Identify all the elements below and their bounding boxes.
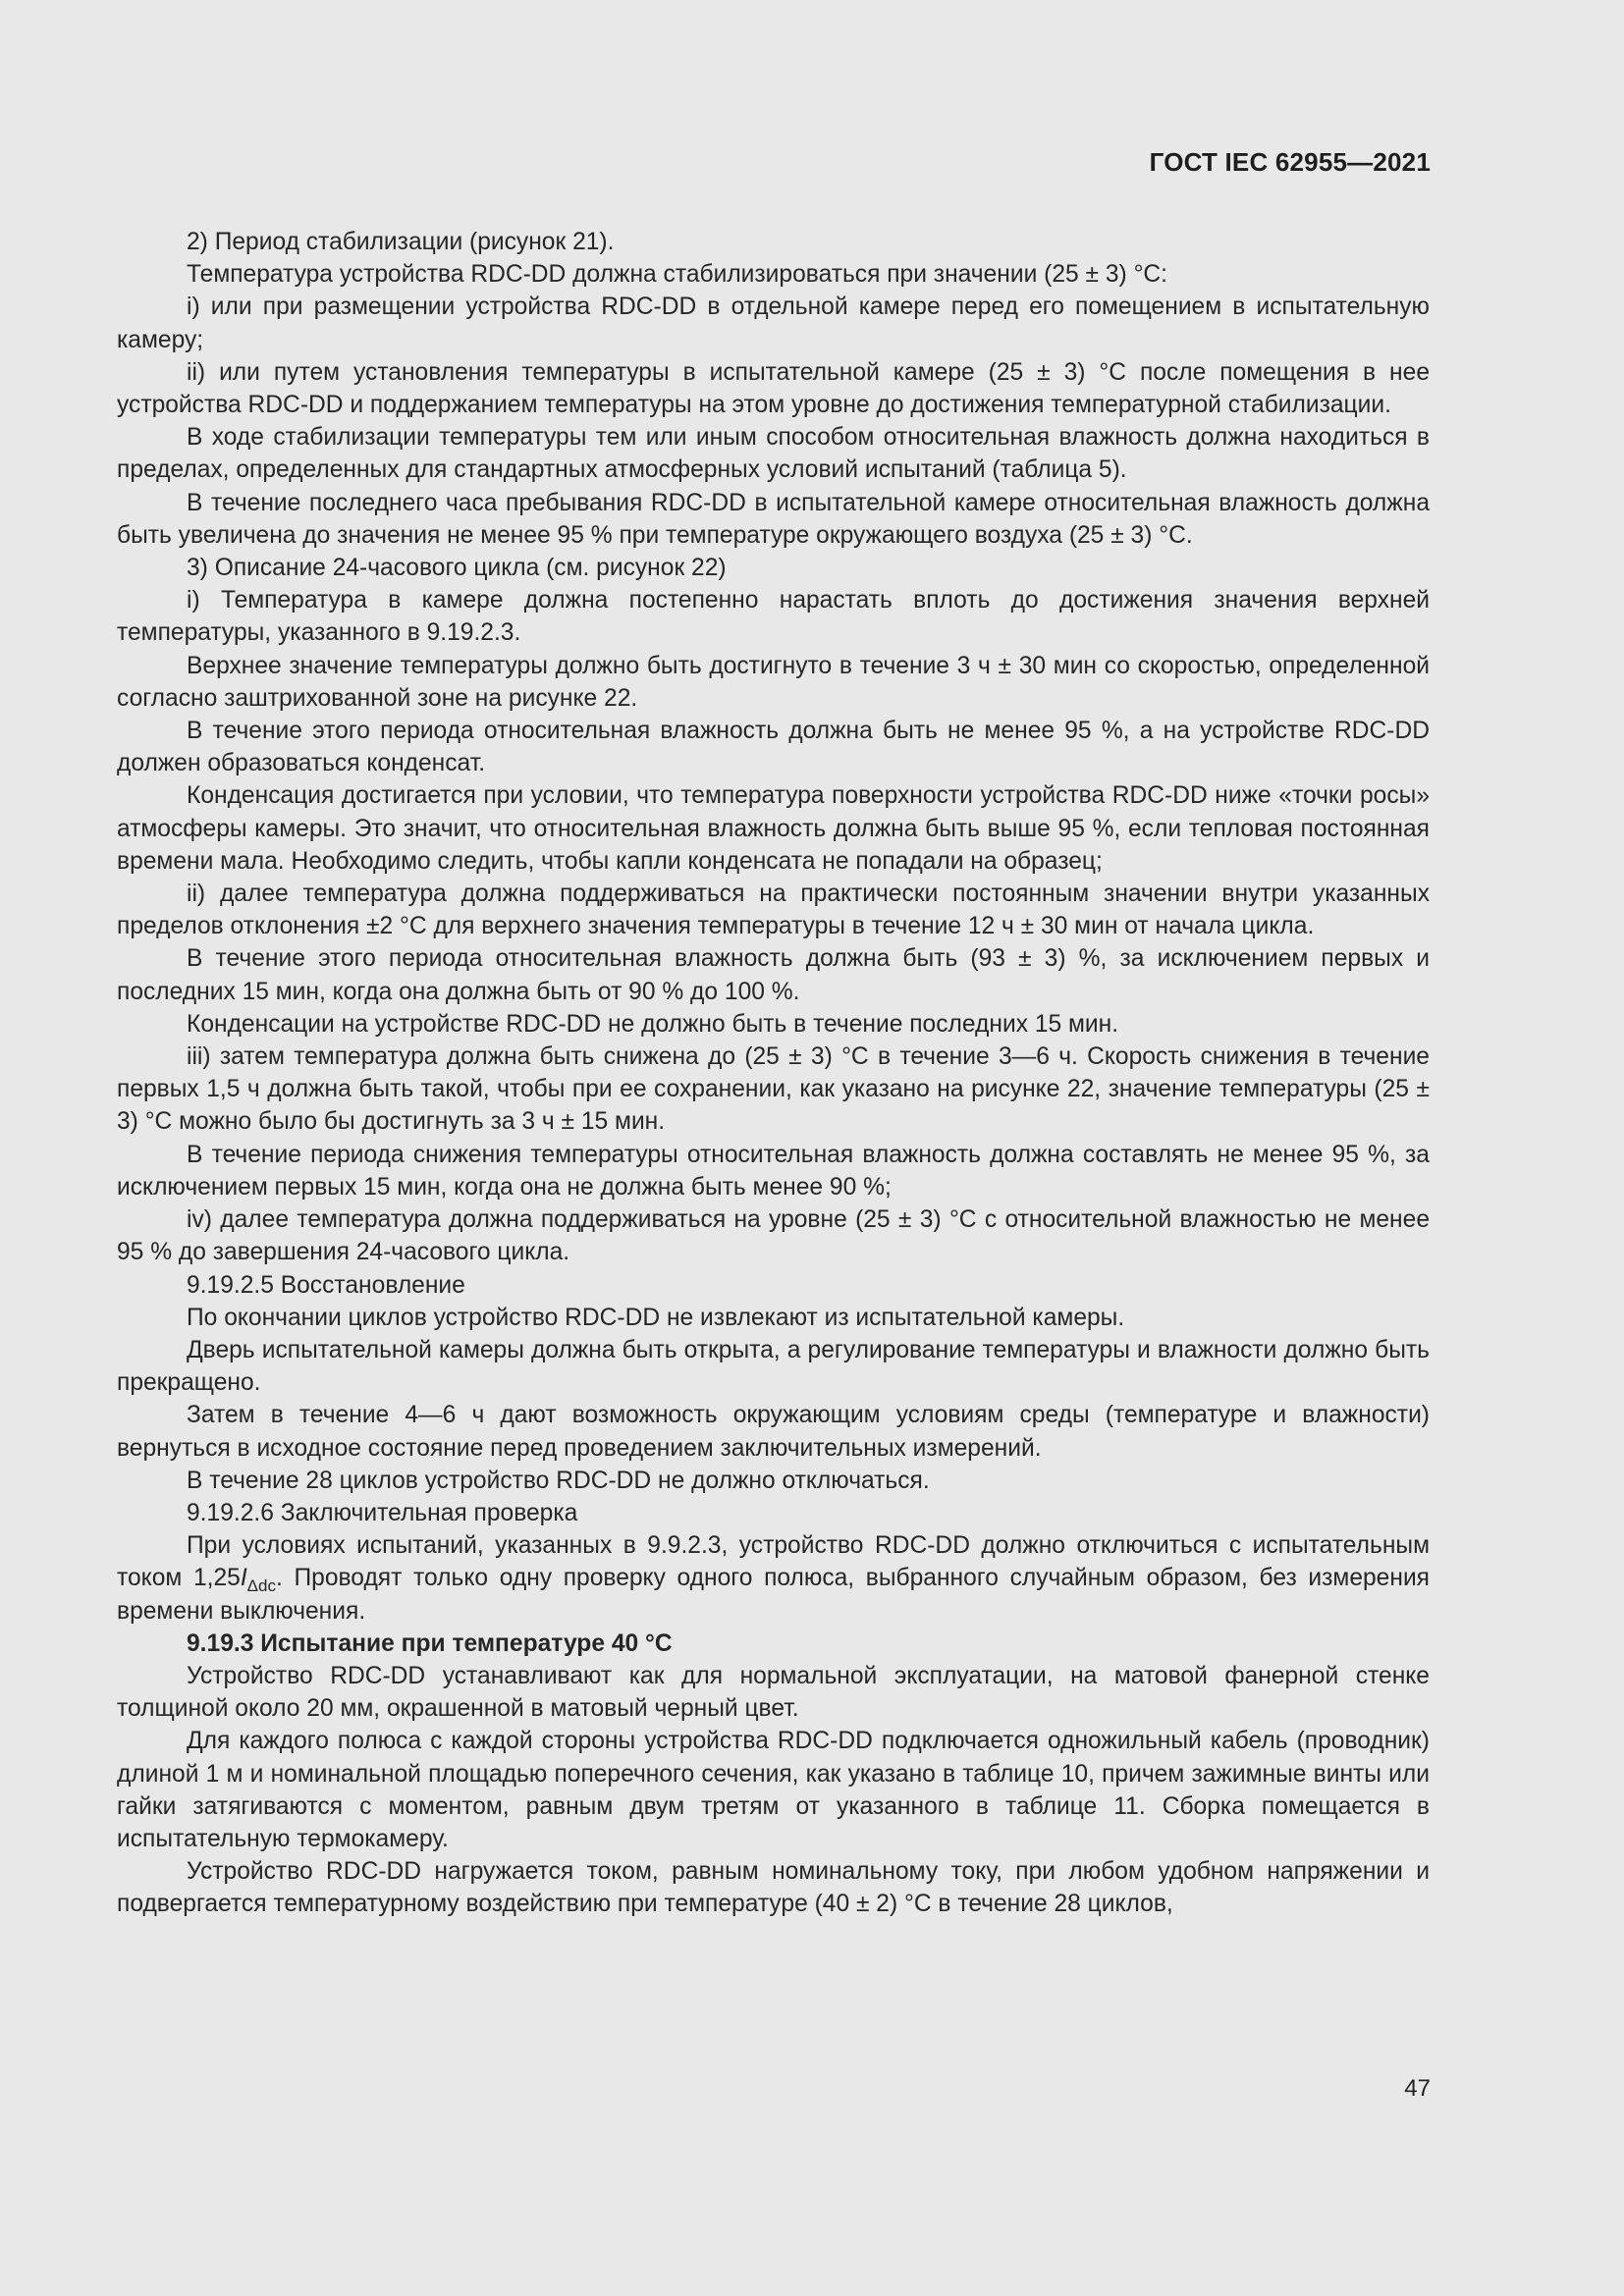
paragraph: В ходе стабилизации температуры тем или иным способом относительная влажность должна находиться в пределах, определенных для стандартных атмосферных условий испытаний (таблица 5). xyxy=(117,424,1430,484)
paragraph: ii) далее температура должна поддерживаться на практически постоянным значении внутри указанных пределов отклонения ±2 °С для верхнего значения температуры в течение 12 ч ± 30 мин от начала цикла. xyxy=(117,881,1430,940)
paragraph: iv) далее температура должна поддерживаться на уровне (25 ± 3) °С с относительной влажностью не менее 95 % до завершения 24-часового цикла. xyxy=(117,1206,1430,1266)
paragraph: Устройство RDC-DD устанавливают как для нормальной эксплуатации, на матовой фанерной стенке толщиной около 20 мм, окрашенной в матовый черный цвет. xyxy=(117,1662,1430,1723)
paragraph: В течение последнего часа пребывания RDC-DD в испытательной камере относительная влажность должна быть увеличена до значения не менее 95 % при температуре окружающего воздуха (25 ± 3) °С. xyxy=(117,489,1430,549)
paragraph: В течение 28 циклов устройство RDC-DD не должно отключаться. xyxy=(187,1467,930,1494)
paragraph: Устройство RDC-DD нагружается током, равным номинальному току, при любом удобном напряжении и подвергается температурному воздействию при температуре (40 ± 2) °С в течение 28 циклов, xyxy=(117,1858,1430,1918)
subsection-heading: 9.19.2.5 Восстановление xyxy=(187,1271,465,1299)
subsection-heading: 9.19.2.6 Заключительная проверка xyxy=(187,1499,578,1526)
text-segment: При условиях испытаний, указанных в 9.9.2.3, устройство RDC-DD должно отключиться с испытательным током 1,25 xyxy=(117,1532,1430,1592)
paragraph: Дверь испытательной камеры должна быть открыта, а регулирование температуры и влажности должно быть прекращено. xyxy=(117,1336,1430,1397)
paragraph: i) Температура в камере должна постепенно нарастать вплоть до достижения значения верхней температуры, указанного в 9.19.2.3. xyxy=(117,587,1430,647)
text-segment: . Проводят только одну проверку одного полюса, выбранного случайным образом, без измерения времени выключения. xyxy=(117,1565,1430,1625)
paragraph: iii) затем температура должна быть снижена до (25 ± 3) °С в течение 3—6 ч. Скорость снижения в течение первых 1,5 ч должна быть такой, чтобы при ее сохранении, как указано на рисунке 22, значение температуры (25 ± 3) °С можно было бы достигнуть за 3 ч ± 15 мин. xyxy=(117,1043,1430,1136)
paragraph: Затем в течение 4—6 ч дают возможность окружающим условиям среды (температуре и влажности) вернуться в исходное состояние перед проведением заключительных измерений. xyxy=(117,1402,1430,1462)
current-subscript: Δdc xyxy=(246,1576,276,1596)
paragraph: В течение периода снижения температуры относительная влажность должна составлять не менее 95 %, за исключением первых 15 мин, когда она не должна быть менее 90 %; xyxy=(117,1141,1430,1201)
paragraph: Конденсация достигается при условии, что температура поверхности устройства RDC-DD ниже «точки росы» атмосферы камеры. Это значит, что относительная влажность должна быть выше 95 %, если тепловая постоянная времени мала. Необходимо следить, чтобы капли конденсата не попадали на образец; xyxy=(117,782,1430,875)
paragraph: Температура устройства RDC-DD должна стабилизироваться при значении (25 ± 3) °С: xyxy=(187,261,1168,289)
paragraph-with-formula xyxy=(117,1529,1430,1628)
paragraph: Для каждого полюса с каждой стороны устройства RDC-DD подключается одножильный кабель (проводник) длиной 1 м и номинальной площадью поперечного сечения, как указано в таблице 10, причем зажимные винты или гайки затягиваются с моментом, равным двум третям от указанного в таблице 11. Сборка помещается в испытательную термокамеру. xyxy=(117,1728,1430,1852)
page-number: 47 xyxy=(1404,2075,1431,2102)
section-heading: 9.19.3 Испытание при температуре 40 °С xyxy=(187,1629,673,1657)
paragraph: 3) Описание 24-часового цикла (см. рисунок 22) xyxy=(187,555,727,582)
paragraph: Верхнее значение температуры должно быть достигнуто в течение 3 ч ± 30 мин со скоростью, определенной согласно заштрихованной зоне на рисунке 22. xyxy=(117,652,1430,712)
paragraph: i) или при размещении устройства RDC-DD в отдельной камере перед его помещением в испытательную камеру; xyxy=(117,294,1430,353)
paragraph: В течение этого периода относительная влажность должна быть (93 ± 3) %, за исключением первых и последних 15 мин, когда она должна быть от 90 % до 100 %. xyxy=(117,945,1430,1005)
paragraph: Конденсации на устройстве RDC-DD не должно быть в течение последних 15 мин. xyxy=(187,1010,1119,1038)
paragraph: 2) Период стабилизации (рисунок 21). xyxy=(187,229,615,255)
document-header: ГОСТ IEC 62955—2021 xyxy=(1149,147,1431,177)
document-body xyxy=(117,226,1430,1921)
paragraph: ii) или путем установления температуры в испытательной камере (25 ± 3) °С после помещения в нее устройства RDC-DD и поддержанием температуры на этом уровне до достижения температурной стабилизации. xyxy=(117,358,1430,419)
paragraph: По окончании циклов устройство RDC-DD не извлекают из испытательной камеры. xyxy=(187,1304,1125,1331)
paragraph: В течение этого периода относительная влажность должна быть не менее 95 %, а на устройстве RDC-DD должен образоваться конденсат. xyxy=(117,718,1430,777)
current-symbol: I xyxy=(240,1565,247,1592)
